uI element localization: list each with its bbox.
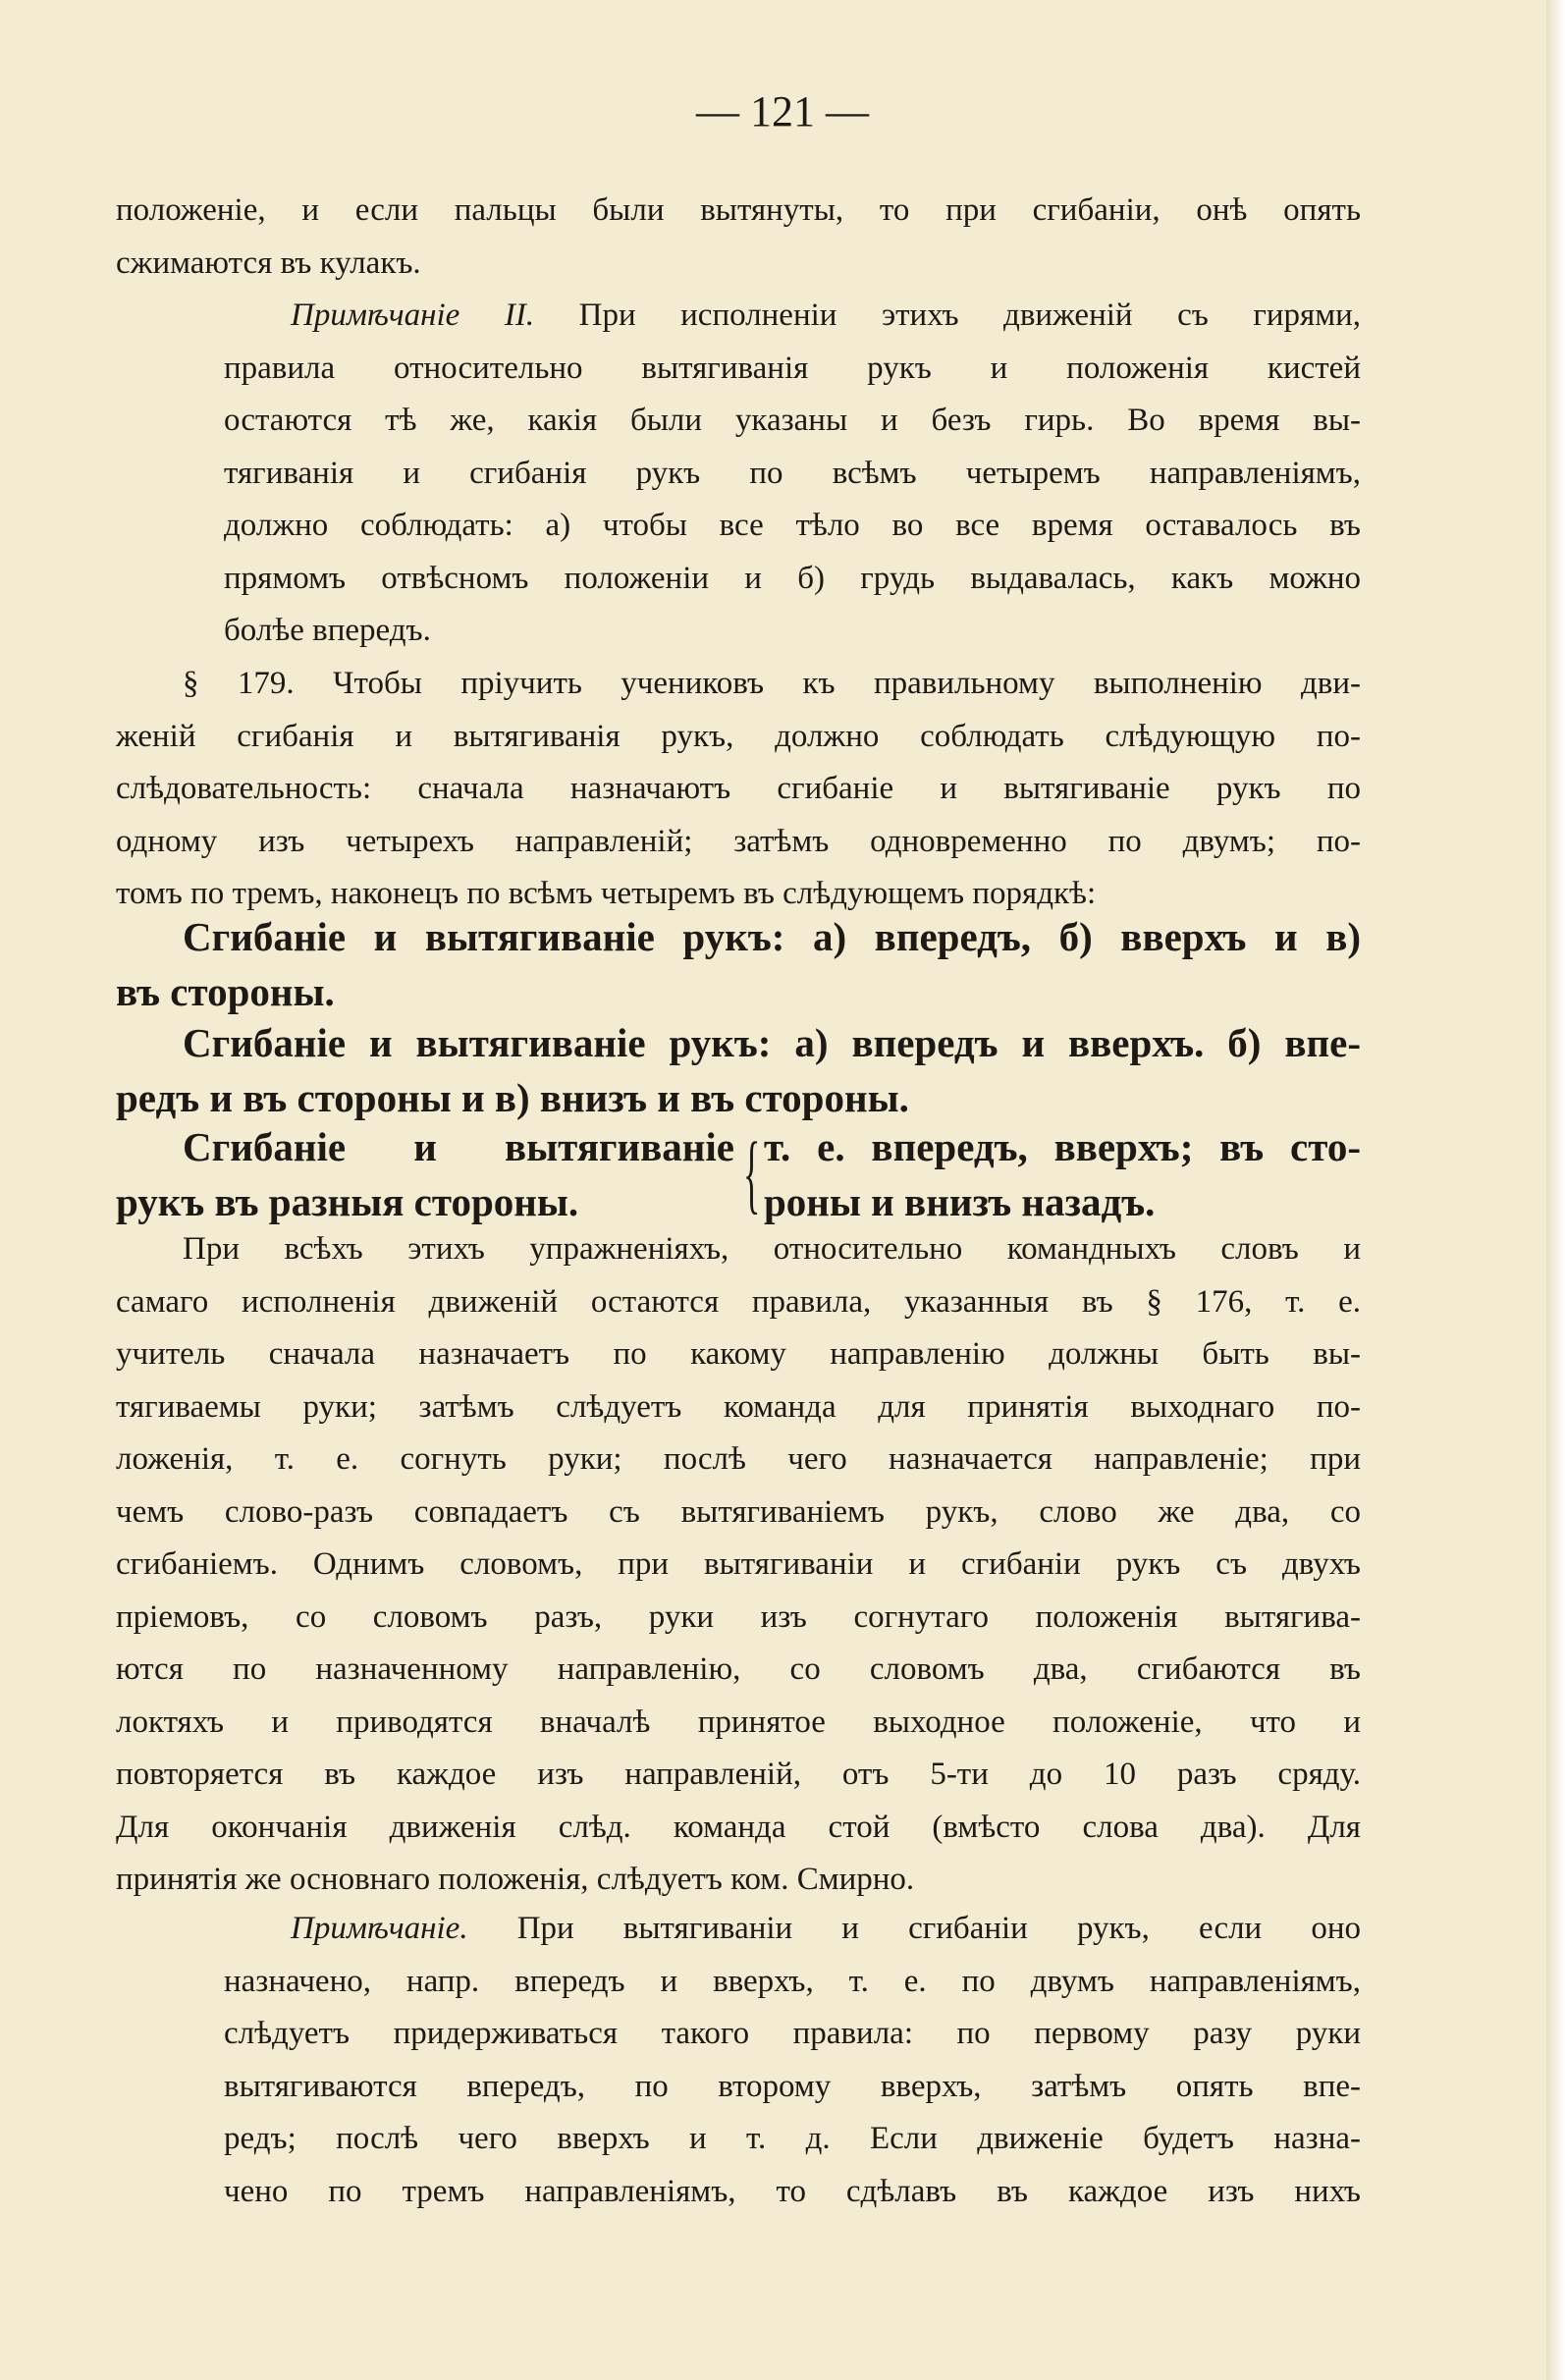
paragraph-commands: [116, 1223, 1361, 1907]
text-line: должно соблюдать: а) чтобы все тѣло во все время оставалось въ: [224, 508, 1361, 543]
brace: {: [743, 1125, 761, 1222]
text-line: Сгибаніе и вытягиваніе рукъ: а) впередъ, б) вверхъ и в): [183, 914, 1361, 959]
text-line: чемъ слово-разъ совпадаетъ съ вытягиваніемъ рукъ, слово же два, со: [116, 1493, 1361, 1530]
text-line: Сгибаніе и вытягиваніе рукъ: а) впередъ и вверхъ. б) впе-: [183, 1020, 1361, 1065]
text-line: чено по тремъ направленіямъ, то сдѣлавъ въ каждое изъ нихъ: [224, 2173, 1361, 2209]
text-line: ются по назначенному направленію, со словомъ два, сгибаются въ: [116, 1651, 1361, 1687]
page-number: — 121 —: [696, 87, 869, 135]
text-line: назначено, напр. впередъ и вверхъ, т. е. по двумъ направленіямъ,: [224, 1963, 1361, 1999]
text-line: [116, 290, 1361, 343]
bold-exercise-3: [116, 1119, 1361, 1229]
text-line: слѣдовательность: сначала назначаютъ сгибаніе и вытягиваніе рукъ по: [116, 771, 1361, 806]
text-line: локтяхъ и приводятся вначалѣ принятое выходное положеніе, что и: [116, 1704, 1361, 1740]
text-line: тягиваемы руки; затѣмъ слѣдуетъ команда для принятія выходнаго по-: [116, 1388, 1361, 1425]
text-line: правила относительно вытягиванія рукъ и положенія кистей: [224, 350, 1361, 386]
text-line: Сгибаніе и вытягиваніе: [183, 1124, 734, 1169]
text-line: слѣдуетъ придерживаться такого правила: по первому разу руки: [224, 2016, 1361, 2051]
text-line: [116, 1903, 1361, 1956]
text-line: § 179. Чтобы пріучить учениковъ къ правильному выполненію дви-: [183, 666, 1361, 701]
text-line: рукъ въ разныя стороны.: [116, 1179, 579, 1224]
note-text: При вытягиваніи и сгибаніи рукъ, если оно: [516, 1911, 1361, 1946]
bold-exercise-2: [116, 1015, 1361, 1125]
text-line: роны и внизъ назадъ.: [764, 1179, 1156, 1224]
text-line: ложенія, т. е. согнуть руки; послѣ чего назначается направленіе; при: [116, 1441, 1361, 1477]
text-line: Для окончанія движенія слѣд. команда стой (вмѣсто слова два). Для: [116, 1809, 1361, 1845]
text-line: принятія же основнаго положенія, слѣдуетъ ком. Смирно.: [116, 1862, 915, 1897]
text-line: При всѣхъ этихъ упражненіяхъ, относительно командныхъ словъ и: [183, 1231, 1361, 1267]
text-line: сгибаніемъ. Однимъ словомъ, при вытягиваніи и сгибаніи рукъ съ двухъ: [116, 1546, 1361, 1582]
text-line: болѣе впередъ.: [224, 613, 431, 648]
text-line: редъ и въ стороны и в) внизъ и въ стороны.: [116, 1075, 909, 1120]
text-line: остаются тѣ же, какія были указаны и безъ гирь. Во время вы-: [224, 403, 1361, 438]
note-label: Примѣчаніе II.: [291, 298, 535, 333]
text-line: пріемовъ, со словомъ разъ, руки изъ согнутаго положенія вытягива-: [116, 1598, 1361, 1635]
paragraph-continuation: [116, 185, 1361, 290]
text-line: редъ; послѣ чего вверхъ и т. д. Если движеніе будетъ назна-: [224, 2121, 1361, 2156]
text-line: одному изъ четырехъ направленій; затѣмъ одновременно по двумъ; по-: [116, 823, 1361, 859]
text-line: вытягиваются впередъ, по второму вверхъ, затѣмъ опять впе-: [224, 2068, 1361, 2104]
text-line: прямомъ отвѣсномъ положеніи и б) грудь выдавалась, какъ можно: [224, 560, 1361, 596]
text-line: повторяется въ каждое изъ направленій, отъ 5-ти до 10 разъ сряду.: [116, 1757, 1361, 1792]
note-label: Примѣчаніе.: [291, 1911, 468, 1946]
text-line: въ стороны.: [116, 969, 335, 1014]
section-179: [116, 658, 1361, 921]
text-line: учитель сначала назначаетъ по какому направленію должны быть вы-: [116, 1336, 1361, 1372]
text-line: положеніе, и если пальцы были вытянуты, то при сгибаніи, онѣ опять: [116, 192, 1361, 228]
note-text: При исполненіи этихъ движеній съ гирями,: [578, 298, 1361, 333]
text-line: т. е. впередъ, вверхъ; въ сто-: [764, 1124, 1361, 1169]
text-line: женій сгибанія и вытягиванія рукъ, должно соблюдать слѣдующую по-: [116, 718, 1361, 754]
exercise-3-right: [764, 1119, 1361, 1229]
bold-exercise-1: [116, 909, 1361, 1019]
note-final: [116, 1903, 1361, 2218]
page-edge: [1546, 0, 1565, 2380]
text-line: тягиванія и сгибанія рукъ по всѣмъ четыремъ направленіямъ,: [224, 455, 1361, 491]
note-ii: [116, 290, 1361, 658]
text-line: самаго исполненія движеній остаются правила, указанныя въ § 176, т. е.: [116, 1283, 1361, 1320]
text-line: сжимаются въ кулакъ.: [116, 244, 421, 281]
text-line: томъ по тремъ, наконецъ по всѣмъ четыремъ въ слѣдующемъ порядкѣ:: [116, 876, 1097, 911]
exercise-3-left: [116, 1119, 734, 1229]
